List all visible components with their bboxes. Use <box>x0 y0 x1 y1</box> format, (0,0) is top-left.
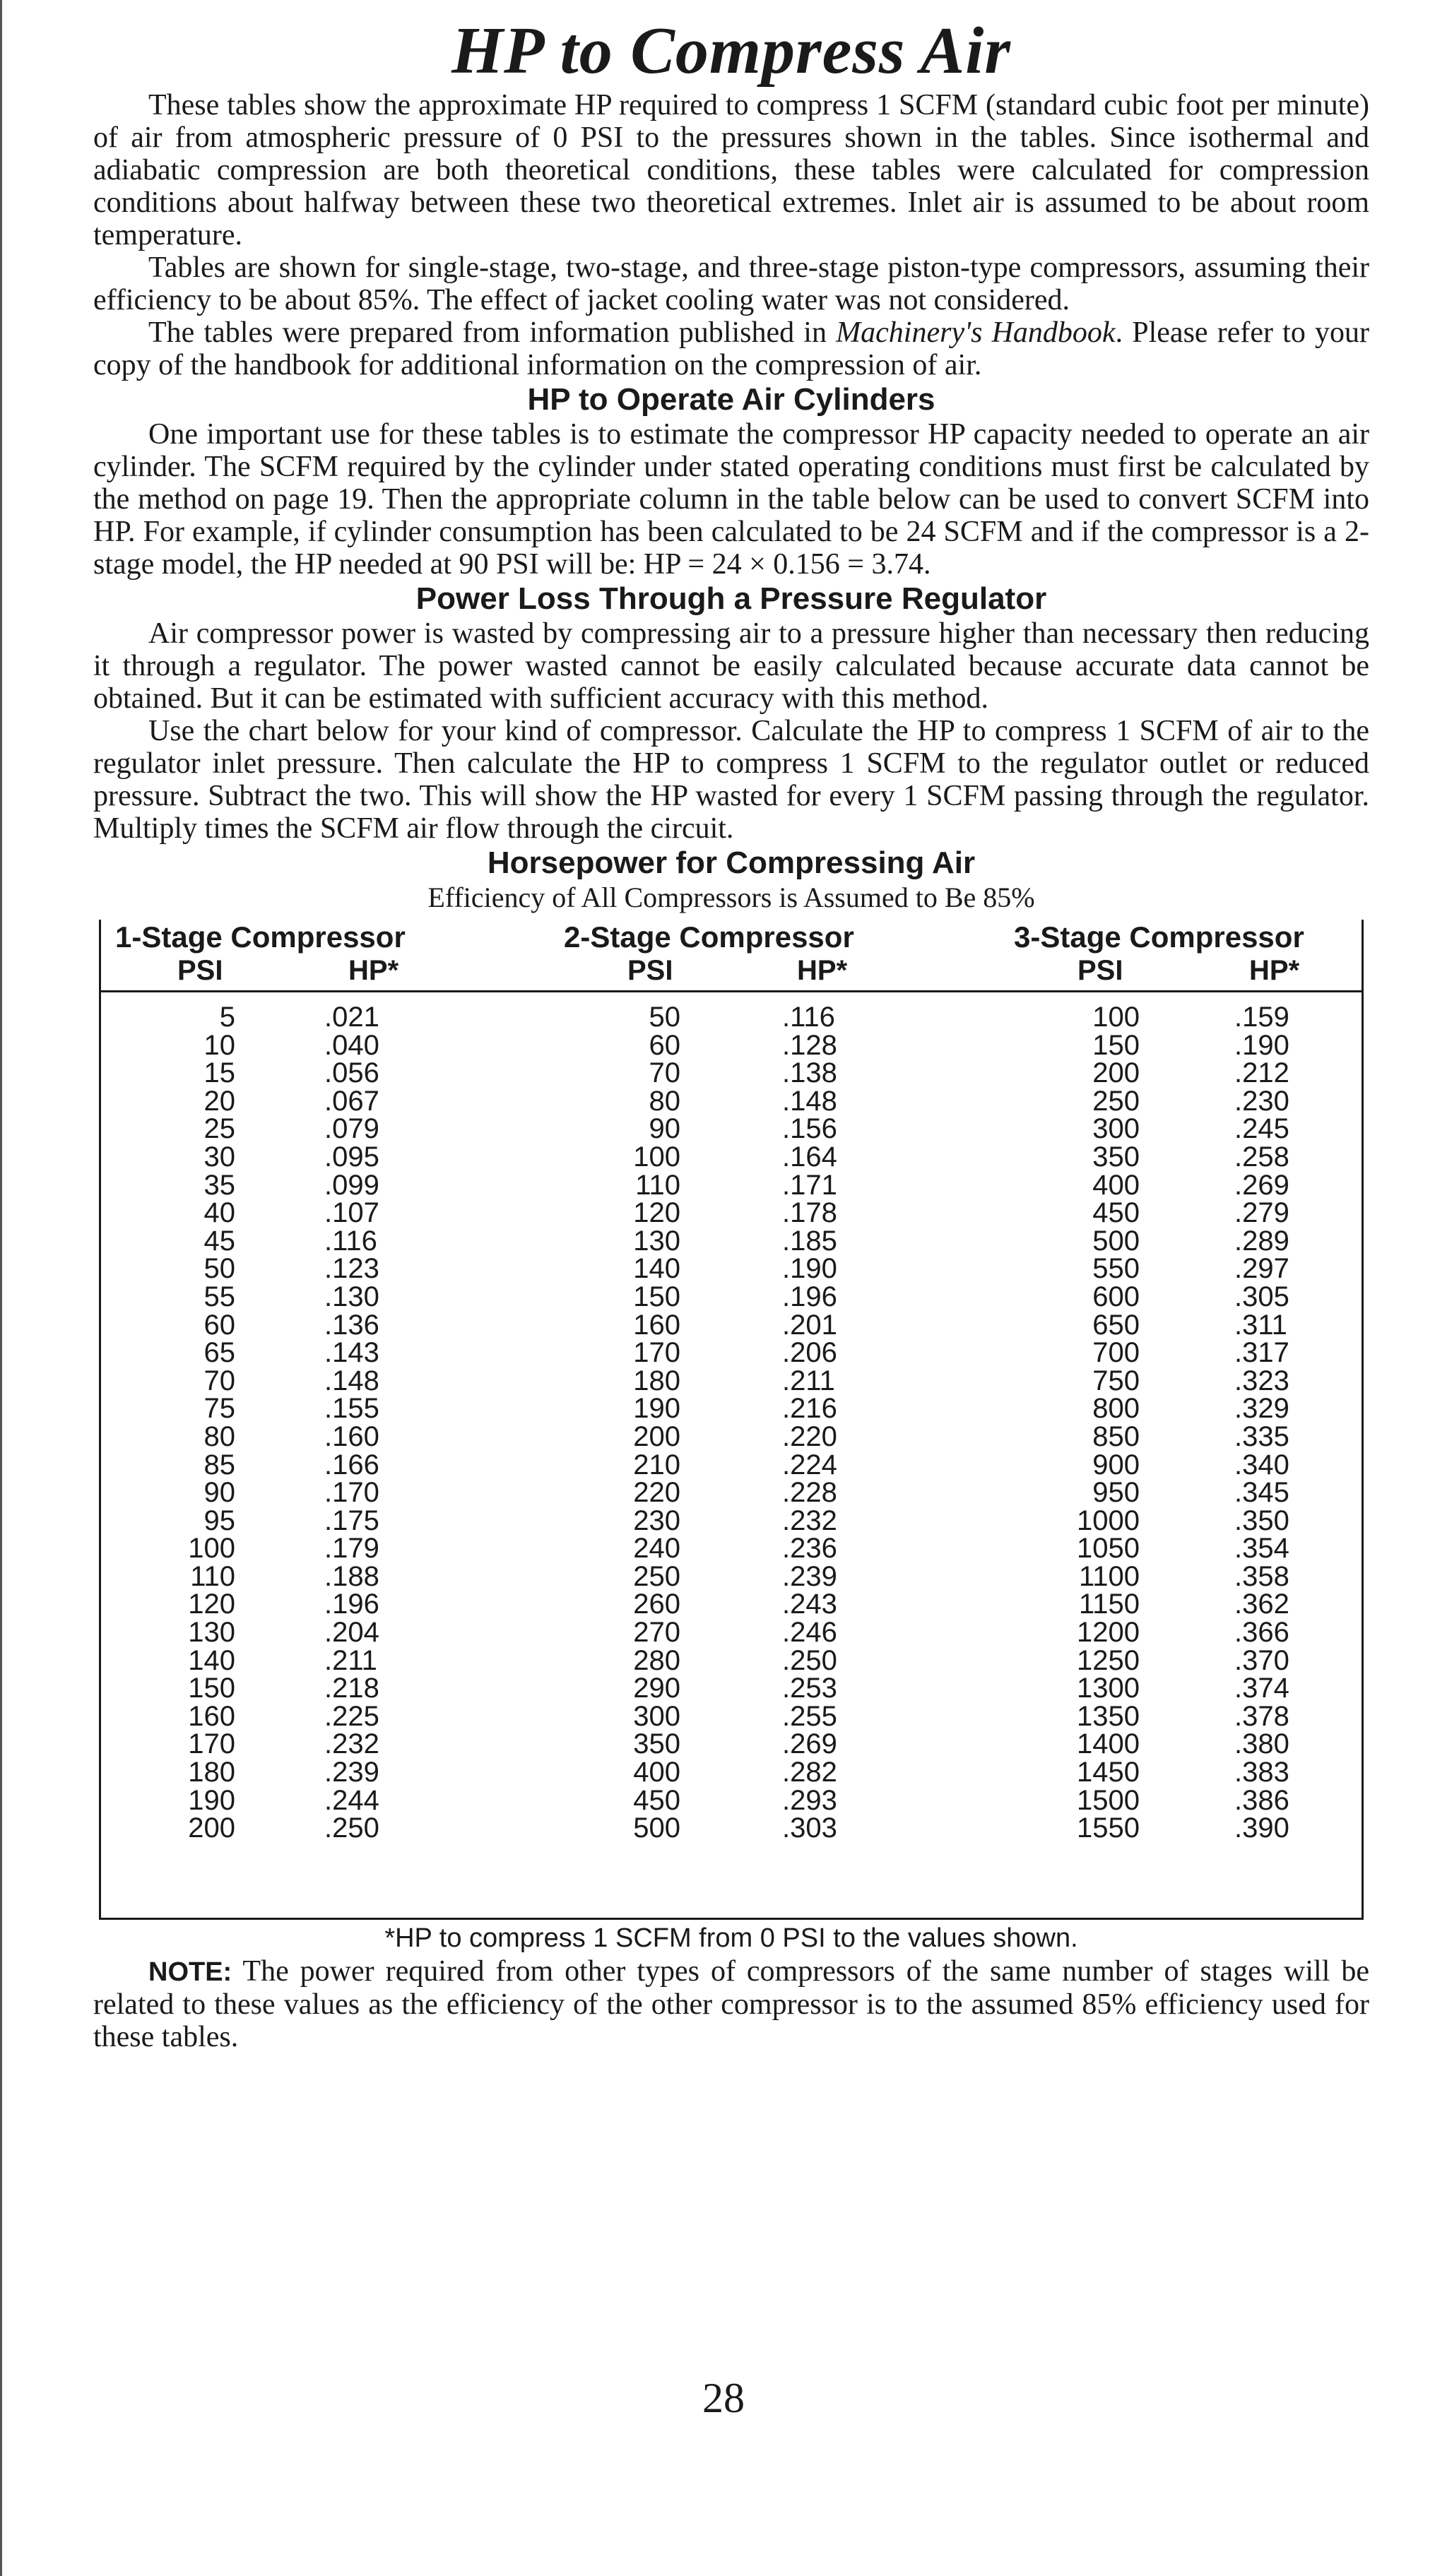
hp-cell: .317 <box>1234 1337 1289 1369</box>
hp-cell: .170 <box>324 1477 379 1509</box>
hp-cell: .166 <box>324 1449 379 1480</box>
table-caption: Efficiency of All Compressors is Assumed to Be 85% <box>427 882 1035 913</box>
psi-cell: 110 <box>635 1169 680 1201</box>
hp-cell: .329 <box>1234 1393 1289 1425</box>
psi-cell: 1200 <box>1077 1617 1140 1649</box>
hp-cell: .099 <box>324 1169 379 1201</box>
hp-cell: .239 <box>324 1757 379 1788</box>
column-3-stage-hp <box>1234 1004 1340 1843</box>
hp-cell: .095 <box>324 1141 379 1173</box>
psi-cell: 60 <box>203 1309 235 1341</box>
psi-cell: 70 <box>203 1365 235 1396</box>
hp-cell: .370 <box>1234 1644 1289 1676</box>
page-number: 28 <box>702 2375 745 2421</box>
psi-cell: 200 <box>1092 1057 1140 1089</box>
psi-cell: 230 <box>633 1504 680 1536</box>
psi-cell: 95 <box>203 1504 235 1536</box>
psi-cell: 160 <box>188 1700 235 1732</box>
hp-cell: .305 <box>1234 1281 1289 1312</box>
section-heading-power-loss: Power Loss Through a Pressure Regulator <box>415 581 1047 616</box>
psi-cell: 210 <box>633 1449 680 1480</box>
hp-cell: .079 <box>324 1113 379 1145</box>
psi-cell: 1450 <box>1077 1757 1140 1788</box>
hp-cell: .232 <box>782 1504 837 1536</box>
psi-cell: 75 <box>203 1393 235 1425</box>
hp-cell: .253 <box>782 1673 837 1704</box>
group-header-2-stage: 2-Stage Compressor <box>564 920 854 954</box>
hp-cell: .211 <box>782 1365 835 1396</box>
psi-cell: 1000 <box>1077 1504 1140 1536</box>
hp-cell: .228 <box>782 1477 837 1509</box>
psi-cell: 40 <box>203 1197 235 1229</box>
hp-cell: .303 <box>782 1812 837 1844</box>
col-header-hp-1: HP* <box>348 955 399 986</box>
table-body <box>99 990 1364 1920</box>
psi-cell: 140 <box>188 1644 235 1676</box>
hp-cell: .230 <box>1234 1085 1289 1117</box>
psi-cell: 350 <box>1092 1141 1140 1173</box>
hp-cell: .362 <box>1234 1589 1289 1620</box>
hp-cell: .155 <box>324 1393 379 1425</box>
col-header-hp-2: HP* <box>797 955 848 986</box>
hp-cell: .178 <box>782 1197 837 1229</box>
psi-cell: 5 <box>219 1002 235 1033</box>
column-1-stage-psi <box>143 1004 235 1843</box>
hp-cell: .021 <box>324 1002 379 1033</box>
psi-cell: 500 <box>1092 1225 1140 1257</box>
hp-cell: .378 <box>1234 1700 1289 1732</box>
psi-cell: 280 <box>633 1644 680 1676</box>
psi-cell: 290 <box>633 1673 680 1704</box>
hp-cell: .130 <box>324 1281 379 1312</box>
hp-cell: .190 <box>782 1253 837 1285</box>
hp-cell: .067 <box>324 1085 379 1117</box>
psi-cell: 50 <box>203 1253 235 1285</box>
psi-cell: 190 <box>188 1784 235 1816</box>
psi-cell: 20 <box>203 1085 235 1117</box>
psi-cell: 35 <box>203 1169 235 1201</box>
intro-3-after: . Please refer to your copy of the handbook for additional information on the compression of air. <box>93 316 1370 381</box>
psi-cell: 25 <box>203 1113 235 1145</box>
psi-cell: 150 <box>633 1281 680 1312</box>
psi-cell: 250 <box>633 1560 680 1592</box>
psi-cell: 120 <box>188 1589 235 1620</box>
hp-cell: .380 <box>1234 1728 1289 1760</box>
intro-paragraph-1: These tables show the approximate HP required to compress 1 SCFM (standard cubic foot per minute) of air from atmospheric pressure of 0 PSI to the pressures shown in the tables. Since isothermal and adiabatic compression are both theoretical conditions, these tables were calculated for compression conditions about halfway between these two theoretical extremes. Inlet air is assumed to be about room temperature. <box>93 89 1369 251</box>
psi-cell: 130 <box>633 1225 680 1257</box>
psi-cell: 180 <box>633 1365 680 1396</box>
section-heading-air-cylinders: HP to Operate Air Cylinders <box>527 382 935 417</box>
psi-cell: 65 <box>203 1337 235 1369</box>
psi-cell: 500 <box>633 1812 680 1844</box>
hp-cell: .218 <box>324 1673 379 1704</box>
hp-cell: .297 <box>1234 1253 1289 1285</box>
hp-cell: .236 <box>782 1533 837 1565</box>
psi-cell: 350 <box>633 1728 680 1760</box>
column-2-stage-hp <box>782 1004 888 1843</box>
psi-cell: 270 <box>633 1617 680 1649</box>
hp-cell: .323 <box>1234 1365 1289 1396</box>
hp-cell: .116 <box>782 1002 835 1033</box>
col-header-psi-1: PSI <box>177 955 223 986</box>
psi-cell: 190 <box>633 1393 680 1425</box>
hp-cell: .212 <box>1234 1057 1289 1089</box>
hp-cell: .244 <box>324 1784 379 1816</box>
psi-cell: 170 <box>633 1337 680 1369</box>
table-heading: Horsepower for Compressing Air <box>487 845 976 880</box>
hp-cell: .123 <box>324 1253 379 1285</box>
hp-cell: .160 <box>324 1420 379 1452</box>
hp-cell: .196 <box>324 1589 379 1620</box>
hp-cell: .188 <box>324 1560 379 1592</box>
hp-cell: .211 <box>324 1644 377 1676</box>
hp-cell: .293 <box>782 1784 837 1816</box>
col-header-hp-3: HP* <box>1249 955 1300 986</box>
hp-cell: .358 <box>1234 1560 1289 1592</box>
hp-cell: .156 <box>782 1113 837 1145</box>
note-label: NOTE: <box>148 1957 232 1987</box>
psi-cell: 170 <box>188 1728 235 1760</box>
column-3-stage-psi <box>1034 1004 1140 1843</box>
handbook-title: Machinery's Handbook <box>836 316 1116 349</box>
hp-cell: .128 <box>782 1029 837 1061</box>
psi-cell: 70 <box>649 1057 680 1089</box>
psi-cell: 220 <box>633 1477 680 1509</box>
psi-cell: 600 <box>1092 1281 1140 1312</box>
group-header-1-stage: 1-Stage Compressor <box>115 920 406 954</box>
note-text: The power required from other types of compressors of the same number of stages will be related to these values as the efficiency of the other compressor is to the assumed 85% efficiency used for these tables. <box>93 1955 1369 2053</box>
psi-cell: 100 <box>188 1533 235 1565</box>
psi-cell: 200 <box>633 1420 680 1452</box>
hp-cell: .383 <box>1234 1757 1289 1788</box>
psi-cell: 950 <box>1092 1477 1140 1509</box>
hp-cell: .148 <box>324 1365 379 1396</box>
psi-cell: 700 <box>1092 1337 1140 1369</box>
psi-cell: 120 <box>633 1197 680 1229</box>
psi-cell: 85 <box>203 1449 235 1480</box>
psi-cell: 45 <box>203 1225 235 1257</box>
column-2-stage-psi <box>589 1004 680 1843</box>
hp-cell: .216 <box>782 1393 837 1425</box>
hp-cell: .056 <box>324 1057 379 1089</box>
psi-cell: 1500 <box>1077 1784 1140 1816</box>
hp-cell: .390 <box>1234 1812 1289 1844</box>
psi-cell: 400 <box>633 1757 680 1788</box>
horsepower-table <box>99 920 1364 1920</box>
hp-cell: .386 <box>1234 1784 1289 1816</box>
hp-cell: .250 <box>324 1812 379 1844</box>
hp-cell: .282 <box>782 1757 837 1788</box>
hp-cell: .239 <box>782 1560 837 1592</box>
hp-cell: .350 <box>1234 1504 1289 1536</box>
psi-cell: 110 <box>190 1560 235 1592</box>
hp-cell: .289 <box>1234 1225 1289 1257</box>
psi-cell: 1050 <box>1077 1533 1140 1565</box>
hp-cell: .374 <box>1234 1673 1289 1704</box>
hp-cell: .190 <box>1234 1029 1289 1061</box>
hp-cell: .269 <box>1234 1169 1289 1201</box>
psi-cell: 1400 <box>1077 1728 1140 1760</box>
section-power-loss-paragraph-1: Air compressor power is wasted by compressing air to a pressure higher than necessary then reducing it through a regulator. The power wasted cannot be easily calculated because accurate data cannot be obtained. But it can be estimated with sufficient accuracy with this method. <box>93 617 1369 715</box>
psi-cell: 150 <box>1092 1029 1140 1061</box>
hp-cell: .175 <box>324 1504 379 1536</box>
hp-cell: .335 <box>1234 1420 1289 1452</box>
psi-cell: 200 <box>188 1812 235 1844</box>
hp-cell: .258 <box>1234 1141 1289 1173</box>
psi-cell: 800 <box>1092 1393 1140 1425</box>
hp-cell: .255 <box>782 1700 837 1732</box>
psi-cell: 90 <box>649 1113 680 1145</box>
psi-cell: 1300 <box>1077 1673 1140 1704</box>
psi-cell: 90 <box>203 1477 235 1509</box>
psi-cell: 240 <box>633 1533 680 1565</box>
hp-cell: .225 <box>324 1700 379 1732</box>
psi-cell: 300 <box>1092 1113 1140 1145</box>
hp-cell: .224 <box>782 1449 837 1480</box>
note-paragraph <box>93 1955 1369 2053</box>
hp-cell: .345 <box>1234 1477 1289 1509</box>
psi-cell: 100 <box>633 1141 680 1173</box>
psi-cell: 15 <box>203 1057 235 1089</box>
psi-cell: 1350 <box>1077 1700 1140 1732</box>
hp-cell: .138 <box>782 1057 837 1089</box>
psi-cell: 450 <box>1092 1197 1140 1229</box>
psi-cell: 260 <box>633 1589 680 1620</box>
hp-cell: .179 <box>324 1533 379 1565</box>
psi-cell: 55 <box>203 1281 235 1312</box>
hp-cell: .232 <box>324 1728 379 1760</box>
psi-cell: 60 <box>649 1029 680 1061</box>
hp-cell: .159 <box>1234 1002 1289 1033</box>
hp-cell: .311 <box>1234 1309 1287 1341</box>
psi-cell: 180 <box>188 1757 235 1788</box>
psi-cell: 130 <box>188 1617 235 1649</box>
hp-cell: .107 <box>324 1197 379 1229</box>
psi-cell: 150 <box>188 1673 235 1704</box>
group-header-3-stage: 3-Stage Compressor <box>1014 920 1304 954</box>
hp-cell: .196 <box>782 1281 837 1312</box>
psi-cell: 10 <box>203 1029 235 1061</box>
hp-cell: .143 <box>324 1337 379 1369</box>
psi-cell: 1150 <box>1078 1589 1140 1620</box>
psi-cell: 750 <box>1092 1365 1140 1396</box>
psi-cell: 50 <box>649 1002 680 1033</box>
hp-cell: .040 <box>324 1029 379 1061</box>
hp-cell: .279 <box>1234 1197 1289 1229</box>
hp-cell: .250 <box>782 1644 837 1676</box>
table-header <box>99 920 1364 990</box>
psi-cell: 850 <box>1092 1420 1140 1452</box>
hp-cell: .220 <box>782 1420 837 1452</box>
psi-cell: 160 <box>633 1309 680 1341</box>
col-header-psi-2: PSI <box>627 955 673 986</box>
hp-cell: .204 <box>324 1617 379 1649</box>
intro-3-before: The tables were prepared from information published in <box>148 316 837 349</box>
psi-cell: 100 <box>1092 1002 1140 1033</box>
psi-cell: 140 <box>633 1253 680 1285</box>
psi-cell: 80 <box>649 1085 680 1117</box>
hp-cell: .171 <box>782 1169 837 1201</box>
hp-cell: .164 <box>782 1141 837 1173</box>
intro-paragraph-3 <box>93 316 1369 381</box>
col-header-psi-3: PSI <box>1077 955 1123 986</box>
section-air-cylinders-text: One important use for these tables is to estimate the compressor HP capacity needed to operate an air cylinder. The SCFM required by the cylinder under stated operating conditions must first be calculated by the method on page 19. Then the appropriate column in the table below can be used to convert SCFM into HP. For example, if cylinder consumption has been calculated to be 24 SCFM and if the compressor is a 2-stage model, the HP needed at 90 PSI will be: HP = 24 × 0.156 = 3.74. <box>93 418 1369 581</box>
hp-cell: .243 <box>782 1589 837 1620</box>
page-title: HP to Compress Air <box>451 14 1011 88</box>
psi-cell: 1100 <box>1078 1560 1140 1592</box>
column-1-stage-hp <box>324 1004 430 1843</box>
hp-cell: .201 <box>782 1309 837 1341</box>
hp-cell: .366 <box>1234 1617 1289 1649</box>
psi-cell: 650 <box>1092 1309 1140 1341</box>
hp-cell: .269 <box>782 1728 837 1760</box>
psi-cell: 550 <box>1092 1253 1140 1285</box>
hp-cell: .245 <box>1234 1113 1289 1145</box>
hp-cell: .136 <box>324 1309 379 1341</box>
hp-cell: .340 <box>1234 1449 1289 1480</box>
psi-cell: 300 <box>633 1700 680 1732</box>
table-footnote: *HP to compress 1 SCFM from 0 PSI to the values shown. <box>384 1923 1078 1953</box>
psi-cell: 1550 <box>1077 1812 1140 1844</box>
psi-cell: 400 <box>1092 1169 1140 1201</box>
hp-cell: .246 <box>782 1617 837 1649</box>
psi-cell: 900 <box>1092 1449 1140 1480</box>
hp-cell: .148 <box>782 1085 837 1117</box>
psi-cell: 30 <box>203 1141 235 1173</box>
psi-cell: 450 <box>633 1784 680 1816</box>
hp-cell: .206 <box>782 1337 837 1369</box>
intro-paragraph-2: Tables are shown for single-stage, two-stage, and three-stage piston-type compressors, assuming their efficiency to be about 85%. The effect of jacket cooling water was not considered. <box>93 251 1369 316</box>
psi-cell: 250 <box>1092 1085 1140 1117</box>
psi-cell: 80 <box>203 1420 235 1452</box>
hp-cell: .116 <box>324 1225 377 1257</box>
section-power-loss-paragraph-2: Use the chart below for your kind of compressor. Calculate the HP to compress 1 SCFM of air to the regulator inlet pressure. Then calculate the HP to compress 1 SCFM to the regulator outlet or reduced pressure. Subtract the two. This will show the HP wasted for every 1 SCFM passing through the regulator. Multiply times the SCFM air flow through the circuit. <box>93 715 1369 845</box>
hp-cell: .354 <box>1234 1533 1289 1565</box>
hp-cell: .185 <box>782 1225 837 1257</box>
psi-cell: 1250 <box>1077 1644 1140 1676</box>
